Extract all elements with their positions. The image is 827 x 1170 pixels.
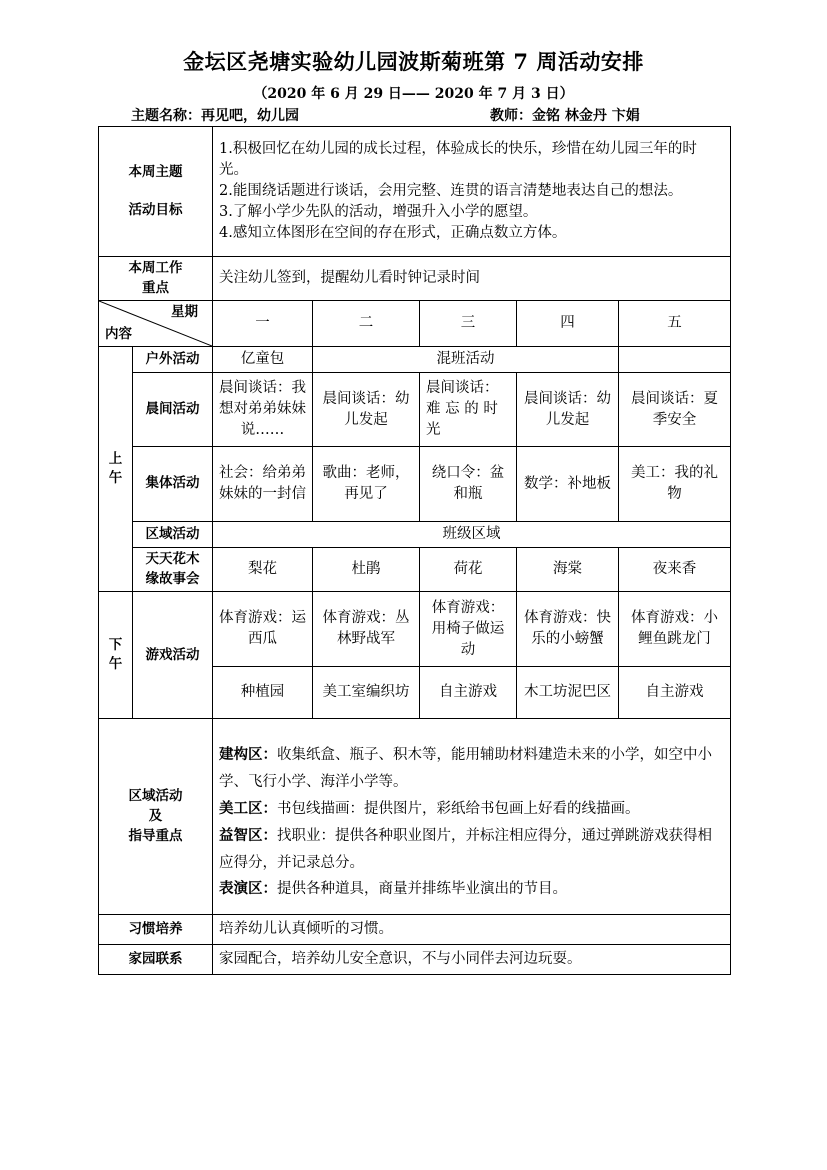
area-text: 班级区域 bbox=[213, 522, 731, 548]
outdoor-label: 户外活动 bbox=[133, 347, 213, 373]
room-cell: 自主游戏 bbox=[619, 667, 731, 719]
goal-item: 4.感知立体图形在空间的存在形式，正确点数立方体。 bbox=[219, 225, 567, 242]
work-focus-label-line2: 重点 bbox=[142, 279, 169, 296]
outdoor-monday: 亿童包 bbox=[213, 347, 313, 373]
room-cell: 美工室编织坊 bbox=[313, 667, 420, 719]
goal-item: 1.积极回忆在幼儿园的成长过程，体验成长的快乐，珍惜在幼儿园三年的时光。 bbox=[219, 140, 697, 178]
goals-row bbox=[99, 127, 731, 257]
game-cell: 体育游戏：用椅子做运动 bbox=[420, 592, 517, 667]
game-activity-label: 游戏活动 bbox=[133, 592, 213, 719]
morning-talk-cell: 晨间谈话：夏季安全 bbox=[619, 373, 731, 447]
theme-name: 主题名称：再见吧，幼儿园 bbox=[131, 108, 299, 124]
zone-name: 建构区： bbox=[219, 747, 277, 764]
goals-content bbox=[213, 127, 731, 257]
flower-story-label bbox=[133, 548, 213, 592]
morning-talk-cell: 晨间谈话：我想对弟弟妹妹说…… bbox=[213, 373, 313, 447]
outdoor-row bbox=[99, 347, 731, 373]
home-contact-row bbox=[99, 945, 731, 975]
morning-label-char2: 午 bbox=[108, 470, 123, 487]
morning-talk-cell: 晨间谈话：幼儿发起 bbox=[517, 373, 619, 447]
morning-talk-cell: 晨间谈话：难 忘 的 时光 bbox=[420, 373, 517, 447]
habit-row bbox=[99, 915, 731, 945]
content-label: 内容 bbox=[105, 325, 132, 342]
day-header: 二 bbox=[313, 301, 420, 347]
work-focus-text: 关注幼儿签到，提醒幼儿看时钟记录时间 bbox=[213, 257, 731, 301]
flower-cell: 荷花 bbox=[420, 548, 517, 592]
goals-label-line2: 活动目标 bbox=[128, 201, 183, 218]
work-focus-label bbox=[99, 257, 213, 301]
day-header: 五 bbox=[619, 301, 731, 347]
date-range: （2020 年 6 月 29 日—— 2020 年 7 月 3 日） bbox=[253, 86, 574, 102]
afternoon-game-row bbox=[99, 592, 731, 667]
zone-guidance-row bbox=[99, 719, 731, 915]
game-cell: 体育游戏：运西瓜 bbox=[213, 592, 313, 667]
outdoor-friday bbox=[619, 347, 731, 373]
zone-item bbox=[219, 742, 724, 796]
zone-text: 找职业：提供各种职业图片，并标注相应得分，通过弹跳游戏获得相应得分，并记录总分。 bbox=[219, 827, 712, 871]
area-label: 区域活动 bbox=[133, 522, 213, 548]
zone-guidance-label-line2: 及 bbox=[148, 808, 163, 824]
home-contact-text: 家园配合，培养幼儿安全意识，不与小同伴去河边玩耍。 bbox=[213, 945, 731, 975]
goal-item: 2.能围绕话题进行谈话，会用完整、连贯的语言清楚地表达自己的想法。 bbox=[219, 182, 683, 199]
habit-text: 培养幼儿认真倾听的习惯。 bbox=[213, 915, 731, 945]
zone-name: 美工区： bbox=[219, 800, 277, 817]
zone-guidance-label bbox=[99, 719, 213, 915]
outdoor-merged: 混班活动 bbox=[313, 347, 619, 373]
group-activity-cell: 歌曲：老师，再见了 bbox=[313, 447, 420, 522]
afternoon-label-char2: 午 bbox=[108, 656, 123, 673]
afternoon-label bbox=[99, 592, 133, 719]
flower-cell: 海棠 bbox=[517, 548, 619, 592]
group-activity-cell: 社会：给弟弟妹妹的一封信 bbox=[213, 447, 313, 522]
morning-talk-label: 晨间活动 bbox=[133, 373, 213, 447]
group-activity-label: 集体活动 bbox=[133, 447, 213, 522]
zone-text: 书包线描画：提供图片，彩纸给书包画上好看的线描画。 bbox=[277, 800, 640, 817]
week-label: 星期 bbox=[171, 304, 198, 321]
flower-cell: 夜来香 bbox=[619, 548, 731, 592]
game-cell: 体育游戏：丛林野战军 bbox=[313, 592, 420, 667]
group-activity-cell: 数学：补地板 bbox=[517, 447, 619, 522]
zone-guidance-content bbox=[213, 719, 731, 915]
room-cell: 木工坊泥巴区 bbox=[517, 667, 619, 719]
flower-story-label-line2: 缘故事会 bbox=[145, 570, 200, 587]
morning-talk-row bbox=[99, 373, 731, 447]
morning-label bbox=[99, 347, 133, 592]
area-row bbox=[99, 522, 731, 548]
afternoon-label-char1: 下 bbox=[108, 636, 123, 653]
group-activity-cell: 绕口令：盆和瓶 bbox=[420, 447, 517, 522]
home-contact-label: 家园联系 bbox=[99, 945, 213, 975]
day-header: 三 bbox=[420, 301, 517, 347]
goals-label bbox=[99, 127, 213, 257]
diagonal-header-cell bbox=[99, 301, 213, 347]
group-activity-row bbox=[99, 447, 731, 522]
group-activity-cell: 美工：我的礼物 bbox=[619, 447, 731, 522]
work-focus-row bbox=[99, 257, 731, 301]
zone-text: 收集纸盒、瓶子、积木等，能用辅助材料建造未来的小学，如空中小学、飞行小学、海洋小学等。 bbox=[219, 747, 712, 791]
zone-guidance-label-line1: 区域活动 bbox=[128, 788, 183, 805]
zone-name: 表演区： bbox=[219, 881, 277, 898]
room-cell: 种植园 bbox=[213, 667, 313, 719]
day-header-row bbox=[99, 301, 731, 347]
zone-text: 提供各种道具，商量并排练毕业演出的节目。 bbox=[277, 881, 567, 898]
teacher-names: 教师：金铭 林金丹 卞娟 bbox=[490, 108, 640, 124]
work-focus-label-line1: 本周工作 bbox=[128, 260, 183, 276]
weekly-plan-table bbox=[98, 126, 731, 975]
zone-item bbox=[219, 823, 724, 877]
game-cell: 体育游戏：小鲤鱼跳龙门 bbox=[619, 592, 731, 667]
zone-guidance-label-line3: 指导重点 bbox=[128, 827, 183, 844]
zone-item bbox=[219, 876, 724, 903]
flower-story-row bbox=[99, 548, 731, 592]
page-title: 金坛区尧塘实验幼儿园波斯菊班第 7 周活动安排 bbox=[183, 49, 644, 74]
morning-label-char1: 上 bbox=[108, 450, 123, 467]
zone-name: 益智区： bbox=[219, 827, 277, 844]
flower-story-label-line1: 天天花木 bbox=[145, 551, 200, 568]
zone-item bbox=[219, 796, 724, 823]
day-header: 一 bbox=[213, 301, 313, 347]
room-cell: 自主游戏 bbox=[420, 667, 517, 719]
goal-item: 3.了解小学少先队的活动，增强升入小学的愿望。 bbox=[219, 204, 538, 220]
day-header: 四 bbox=[517, 301, 619, 347]
flower-cell: 梨花 bbox=[213, 548, 313, 592]
game-cell: 体育游戏：快乐的小螃蟹 bbox=[517, 592, 619, 667]
flower-cell: 杜鹃 bbox=[313, 548, 420, 592]
goals-label-line1: 本周主题 bbox=[128, 163, 183, 180]
morning-talk-cell: 晨间谈话：幼儿发起 bbox=[313, 373, 420, 447]
habit-label: 习惯培养 bbox=[99, 915, 213, 945]
